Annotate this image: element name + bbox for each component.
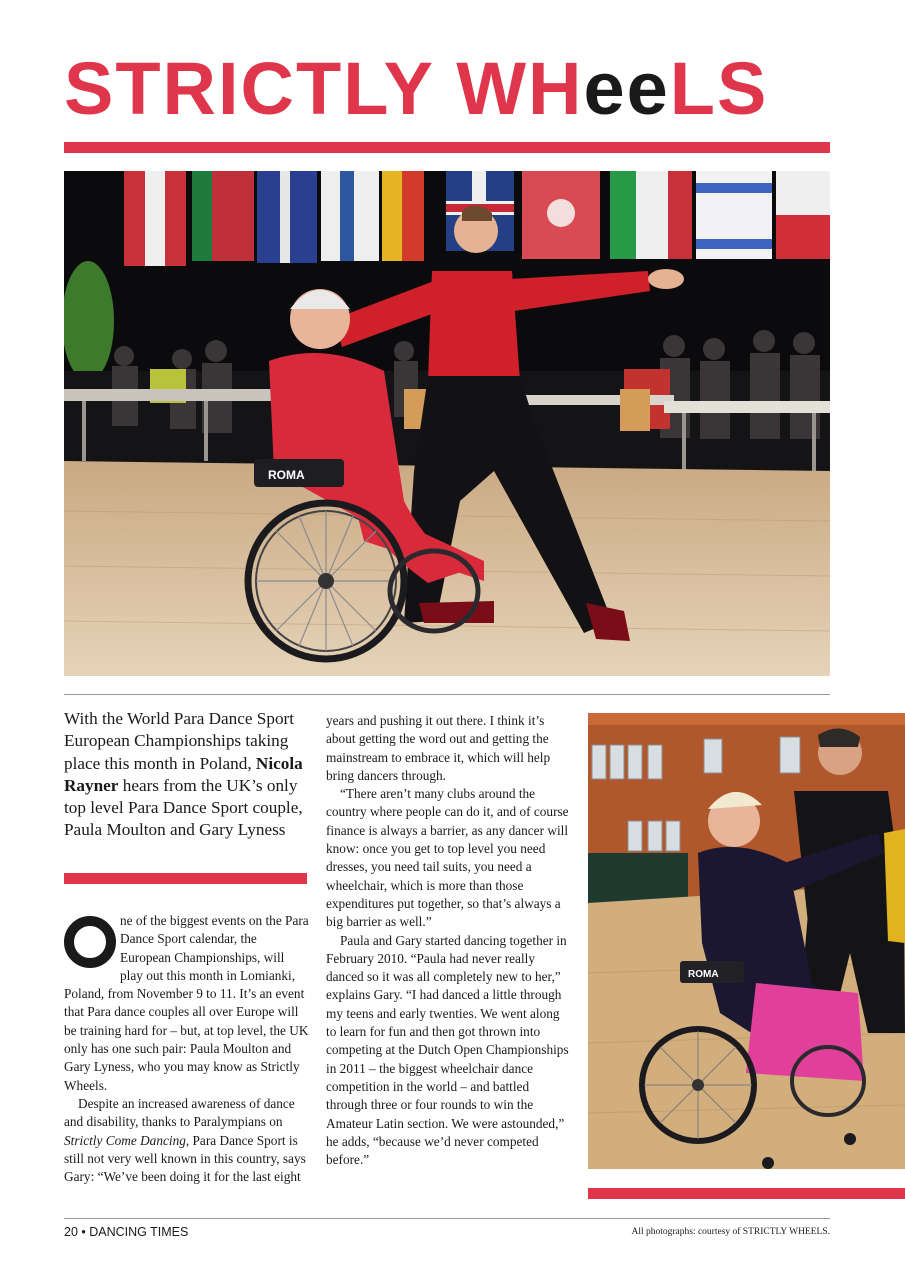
page-title bbox=[64, 47, 769, 130]
standfirst-intro: With the World Para Dance Sport European Championships taking place this month in Poland, bbox=[64, 709, 295, 773]
col2-paragraph-2: “There aren’t many clubs around the country where people can do it, and of course finance is always a barrier, as any dancer will know: once you get to top level you need dresses, you need tail suits, you need a wheelchair, which is more than those expenditures put together, so that’s always a big barrier as well.” bbox=[326, 786, 569, 930]
author-name: Nicola Rayner bbox=[64, 753, 303, 795]
main-photo bbox=[64, 171, 830, 676]
chair-brand-label: ROMA bbox=[268, 468, 305, 482]
col1-paragraph-1: ne of the biggest events on the Para Dance Sport calendar, the European Championships, will play out this month in Lomianki, Poland, from November 9 to 11. It’s an event that Para dance couples all over Europe will be training hard for – but, at top level, the UK only has one such pair: Paula Moulton and Gary Lyness, who you may know as Strictly Wheels. bbox=[64, 913, 309, 1093]
side-photo-rule bbox=[588, 1188, 905, 1199]
footer-rule bbox=[64, 1218, 830, 1219]
side-photo bbox=[588, 713, 905, 1169]
photo-credit: All photographs: courtesy of STRICTLY WHEELS. bbox=[631, 1227, 830, 1237]
col1-paragraph-2a: Despite an increased awareness of dance and disability, thanks to Paralympians on bbox=[64, 1095, 295, 1130]
standfirst bbox=[64, 708, 309, 842]
col1-show-title: Strictly Come Dancing bbox=[64, 1132, 186, 1148]
main-photo-illustration bbox=[64, 171, 830, 676]
title-part-1: STRICTLY WH bbox=[64, 47, 584, 130]
drop-cap-letter: O bbox=[89, 946, 91, 947]
col2-paragraph-1: years and pushing it out there. I think it’s about getting the word out and getting the mainstream to embrace it, which will help bring dancers through. bbox=[326, 713, 551, 783]
section-divider bbox=[64, 694, 830, 695]
title-underline-rule bbox=[64, 142, 830, 153]
col1-paragraph-2b: , Para Dance Sport is still not very well known in this country, says Gary: “We’ve been doing it for the last eight bbox=[64, 1132, 306, 1185]
title-part-2: ee bbox=[583, 47, 670, 130]
title-part-3: LS bbox=[669, 47, 769, 130]
side-photo-illustration bbox=[588, 713, 905, 1169]
standfirst-outro: hears from the UK’s only top level Para Dance Sport couple, Paula Moulton and Gary Lyness bbox=[64, 775, 303, 840]
body-column-1 bbox=[64, 912, 310, 1186]
body-column-2 bbox=[326, 712, 572, 1169]
standfirst-rule bbox=[64, 873, 307, 884]
col2-paragraph-3: Paula and Gary started dancing together in February 2010. “Paula had never really danced so it was all completely new to her,” explains Gary. “I had danced a little through my teens and early twenties. We went along to learn for fun and then got thrown into competing at the Dutch Open Championships in 2011 – the biggest wheelchair dance competition in the world – and battled through three or four rounds to win the Amateur Latin section. We were astounded,” he adds, “because we’d never competed before.” bbox=[326, 932, 569, 1168]
drop-cap bbox=[64, 916, 116, 968]
page-folio: 20 • DANCING TIMES bbox=[64, 1225, 189, 1239]
side-chair-brand-label: ROMA bbox=[688, 969, 719, 980]
